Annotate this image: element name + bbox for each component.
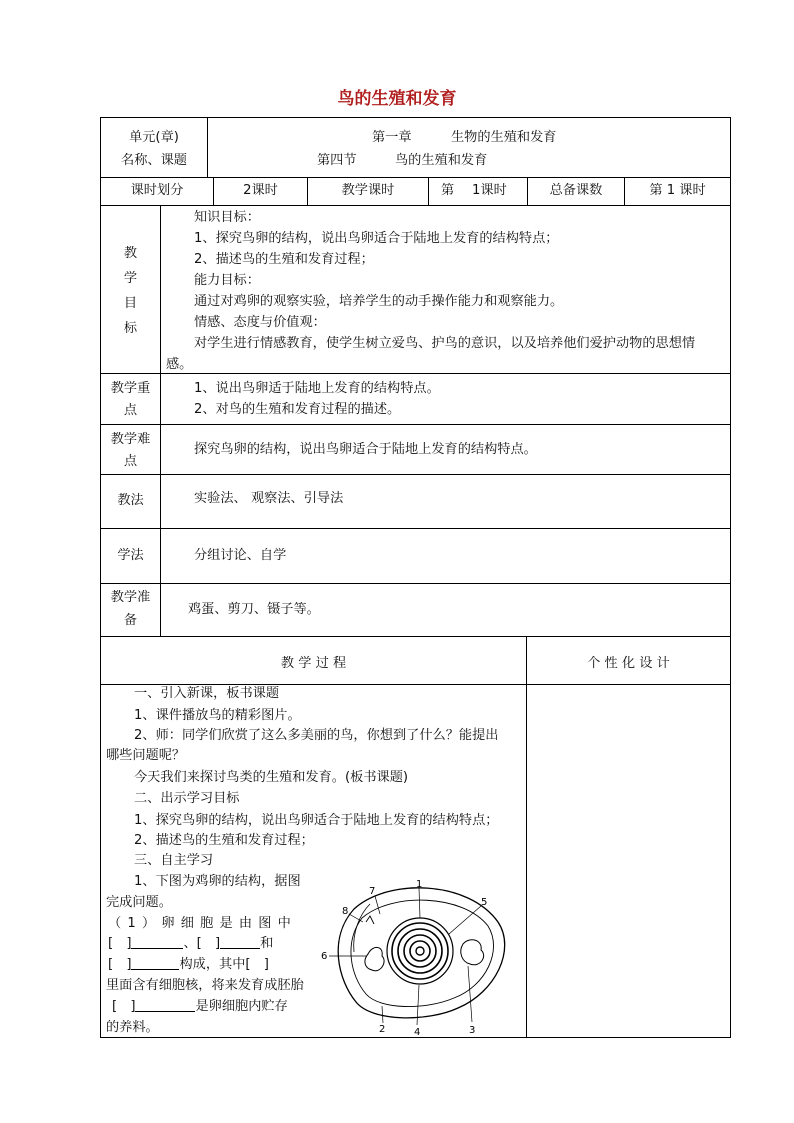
keypoint-line: 1、说出鸟卵适于陆地上发育的结构特点。 bbox=[194, 381, 440, 396]
process-line: 哪些问题呢？ bbox=[106, 748, 186, 763]
objectives-label-4: 标 bbox=[123, 321, 138, 336]
unit-label-2: 名称、课题 bbox=[121, 153, 187, 168]
egg-structure-diagram bbox=[318, 874, 518, 1038]
prep-label: 教学准 bbox=[110, 590, 151, 605]
process-line: 一、引入新课，板书课题 bbox=[134, 686, 280, 701]
answer-blank[interactable] bbox=[135, 997, 195, 1012]
process-line: 2、描述鸟的生殖和发育过程； bbox=[134, 833, 314, 848]
section-number: 第四节 bbox=[317, 153, 357, 168]
process-line: 1、探究鸟卵的结构，说出鸟卵适合于陆地上发育的结构特点； bbox=[134, 813, 499, 828]
process-line: 二、出示学习目标 bbox=[134, 791, 240, 806]
chapter-name: 生物的生殖和发育 bbox=[451, 130, 557, 145]
teach-label: 教学课时 bbox=[341, 183, 395, 198]
keypoints-label: 教学重 bbox=[110, 381, 151, 396]
process-line: 三、自主学习 bbox=[134, 853, 214, 868]
schedule-value: 2课时 bbox=[243, 183, 278, 198]
chapter-number: 第一章 bbox=[372, 130, 412, 145]
section-name: 鸟的生殖和发育 bbox=[395, 153, 488, 168]
question-line-6: 的养料。 bbox=[106, 1020, 159, 1035]
method-text: 实验法、 观察法、引导法 bbox=[194, 491, 344, 506]
process-header: 教 学 过 程 bbox=[280, 656, 347, 671]
question-line-2: [ ] 、[ ] 和 bbox=[108, 936, 274, 951]
prep-label-2: 备 bbox=[123, 613, 138, 628]
method-label: 教法 bbox=[117, 493, 144, 508]
figure-label: 2 bbox=[379, 1024, 386, 1035]
teach-prefix: 第 bbox=[441, 183, 455, 198]
question-line-1: （ 1 ） 卵 细 胞 是 由 图 中 bbox=[108, 916, 292, 931]
difficulty-label-2: 点 bbox=[123, 454, 138, 469]
keypoint-line: 2、对鸟的生殖和发育过程的描述。 bbox=[194, 402, 401, 417]
objective-line: 对学生进行情感教育，使学生树立爱鸟、护鸟的意识，以及培养他们爱护动物的思想情 bbox=[194, 336, 696, 351]
prep-text: 鸡蛋、剪刀、镊子等。 bbox=[188, 602, 320, 617]
difficulty-label: 教学难 bbox=[110, 432, 151, 447]
objective-line: 2、描述鸟的生殖和发育过程； bbox=[194, 252, 374, 267]
difficulty-text: 探究鸟卵的结构，说出鸟卵适合于陆地上发育的结构特点。 bbox=[194, 442, 537, 457]
personalized-header: 个 性 化 设 计 bbox=[587, 656, 670, 671]
objectives-label-3: 目 bbox=[123, 296, 138, 311]
answer-blank[interactable] bbox=[131, 934, 183, 949]
answer-blank[interactable] bbox=[220, 934, 260, 949]
figure-label: 3 bbox=[469, 1025, 476, 1036]
study-text: 分组讨论、自学 bbox=[194, 548, 287, 563]
objectives-label-2: 学 bbox=[123, 271, 138, 286]
figure-label: 4 bbox=[414, 1027, 421, 1038]
objective-line: 通过对鸡卵的观察实验，培养学生的动手操作能力和观察能力。 bbox=[194, 294, 564, 309]
figure-label: 8 bbox=[342, 906, 349, 917]
objective-line: 情感、态度与价值观： bbox=[194, 315, 326, 330]
process-line: 1、下图为鸡卵的结构，据图 bbox=[134, 874, 301, 889]
figure-label: 5 bbox=[481, 897, 488, 908]
unit-label: 单元(章) bbox=[129, 130, 179, 145]
study-label: 学法 bbox=[117, 548, 144, 563]
figure-label: 7 bbox=[369, 886, 376, 897]
figure-label: 6 bbox=[321, 951, 328, 962]
page-title: 鸟的生殖和发育 bbox=[337, 89, 457, 109]
process-line: 1、课件播放鸟的精彩图片。 bbox=[134, 708, 301, 723]
question-line-4: 里面含有细胞核，将来发育成胚胎 bbox=[106, 978, 304, 993]
question-line-5: [ ] 是卵细胞内贮存 bbox=[112, 999, 288, 1014]
keypoints-label-2: 点 bbox=[123, 403, 138, 418]
total-value: 第 1 课时 bbox=[649, 183, 706, 198]
question-line-3: [ ] 构成，其中[ ] bbox=[108, 957, 269, 972]
total-label: 总备课数 bbox=[549, 183, 603, 198]
answer-blank[interactable] bbox=[131, 955, 179, 970]
process-line: 完成问题。 bbox=[106, 895, 172, 910]
process-line: 2、师：同学们欣赏了这么多美丽的鸟，你想到了什么？能提出 bbox=[134, 728, 499, 743]
objective-line: 感。 bbox=[166, 357, 193, 372]
objectives-label-1: 教 bbox=[123, 246, 138, 261]
figure-label: 1 bbox=[416, 879, 423, 890]
objective-line: 知识目标： bbox=[194, 210, 260, 225]
process-line: 今天我们来探讨鸟类的生殖和发育。(板书课题) bbox=[134, 770, 409, 785]
schedule-label: 课时划分 bbox=[130, 183, 184, 198]
teach-value: 1课时 bbox=[472, 183, 507, 198]
objective-line: 1、探究鸟卵的结构，说出鸟卵适合于陆地上发育的结构特点； bbox=[194, 231, 559, 246]
objective-line: 能力目标： bbox=[194, 273, 260, 288]
